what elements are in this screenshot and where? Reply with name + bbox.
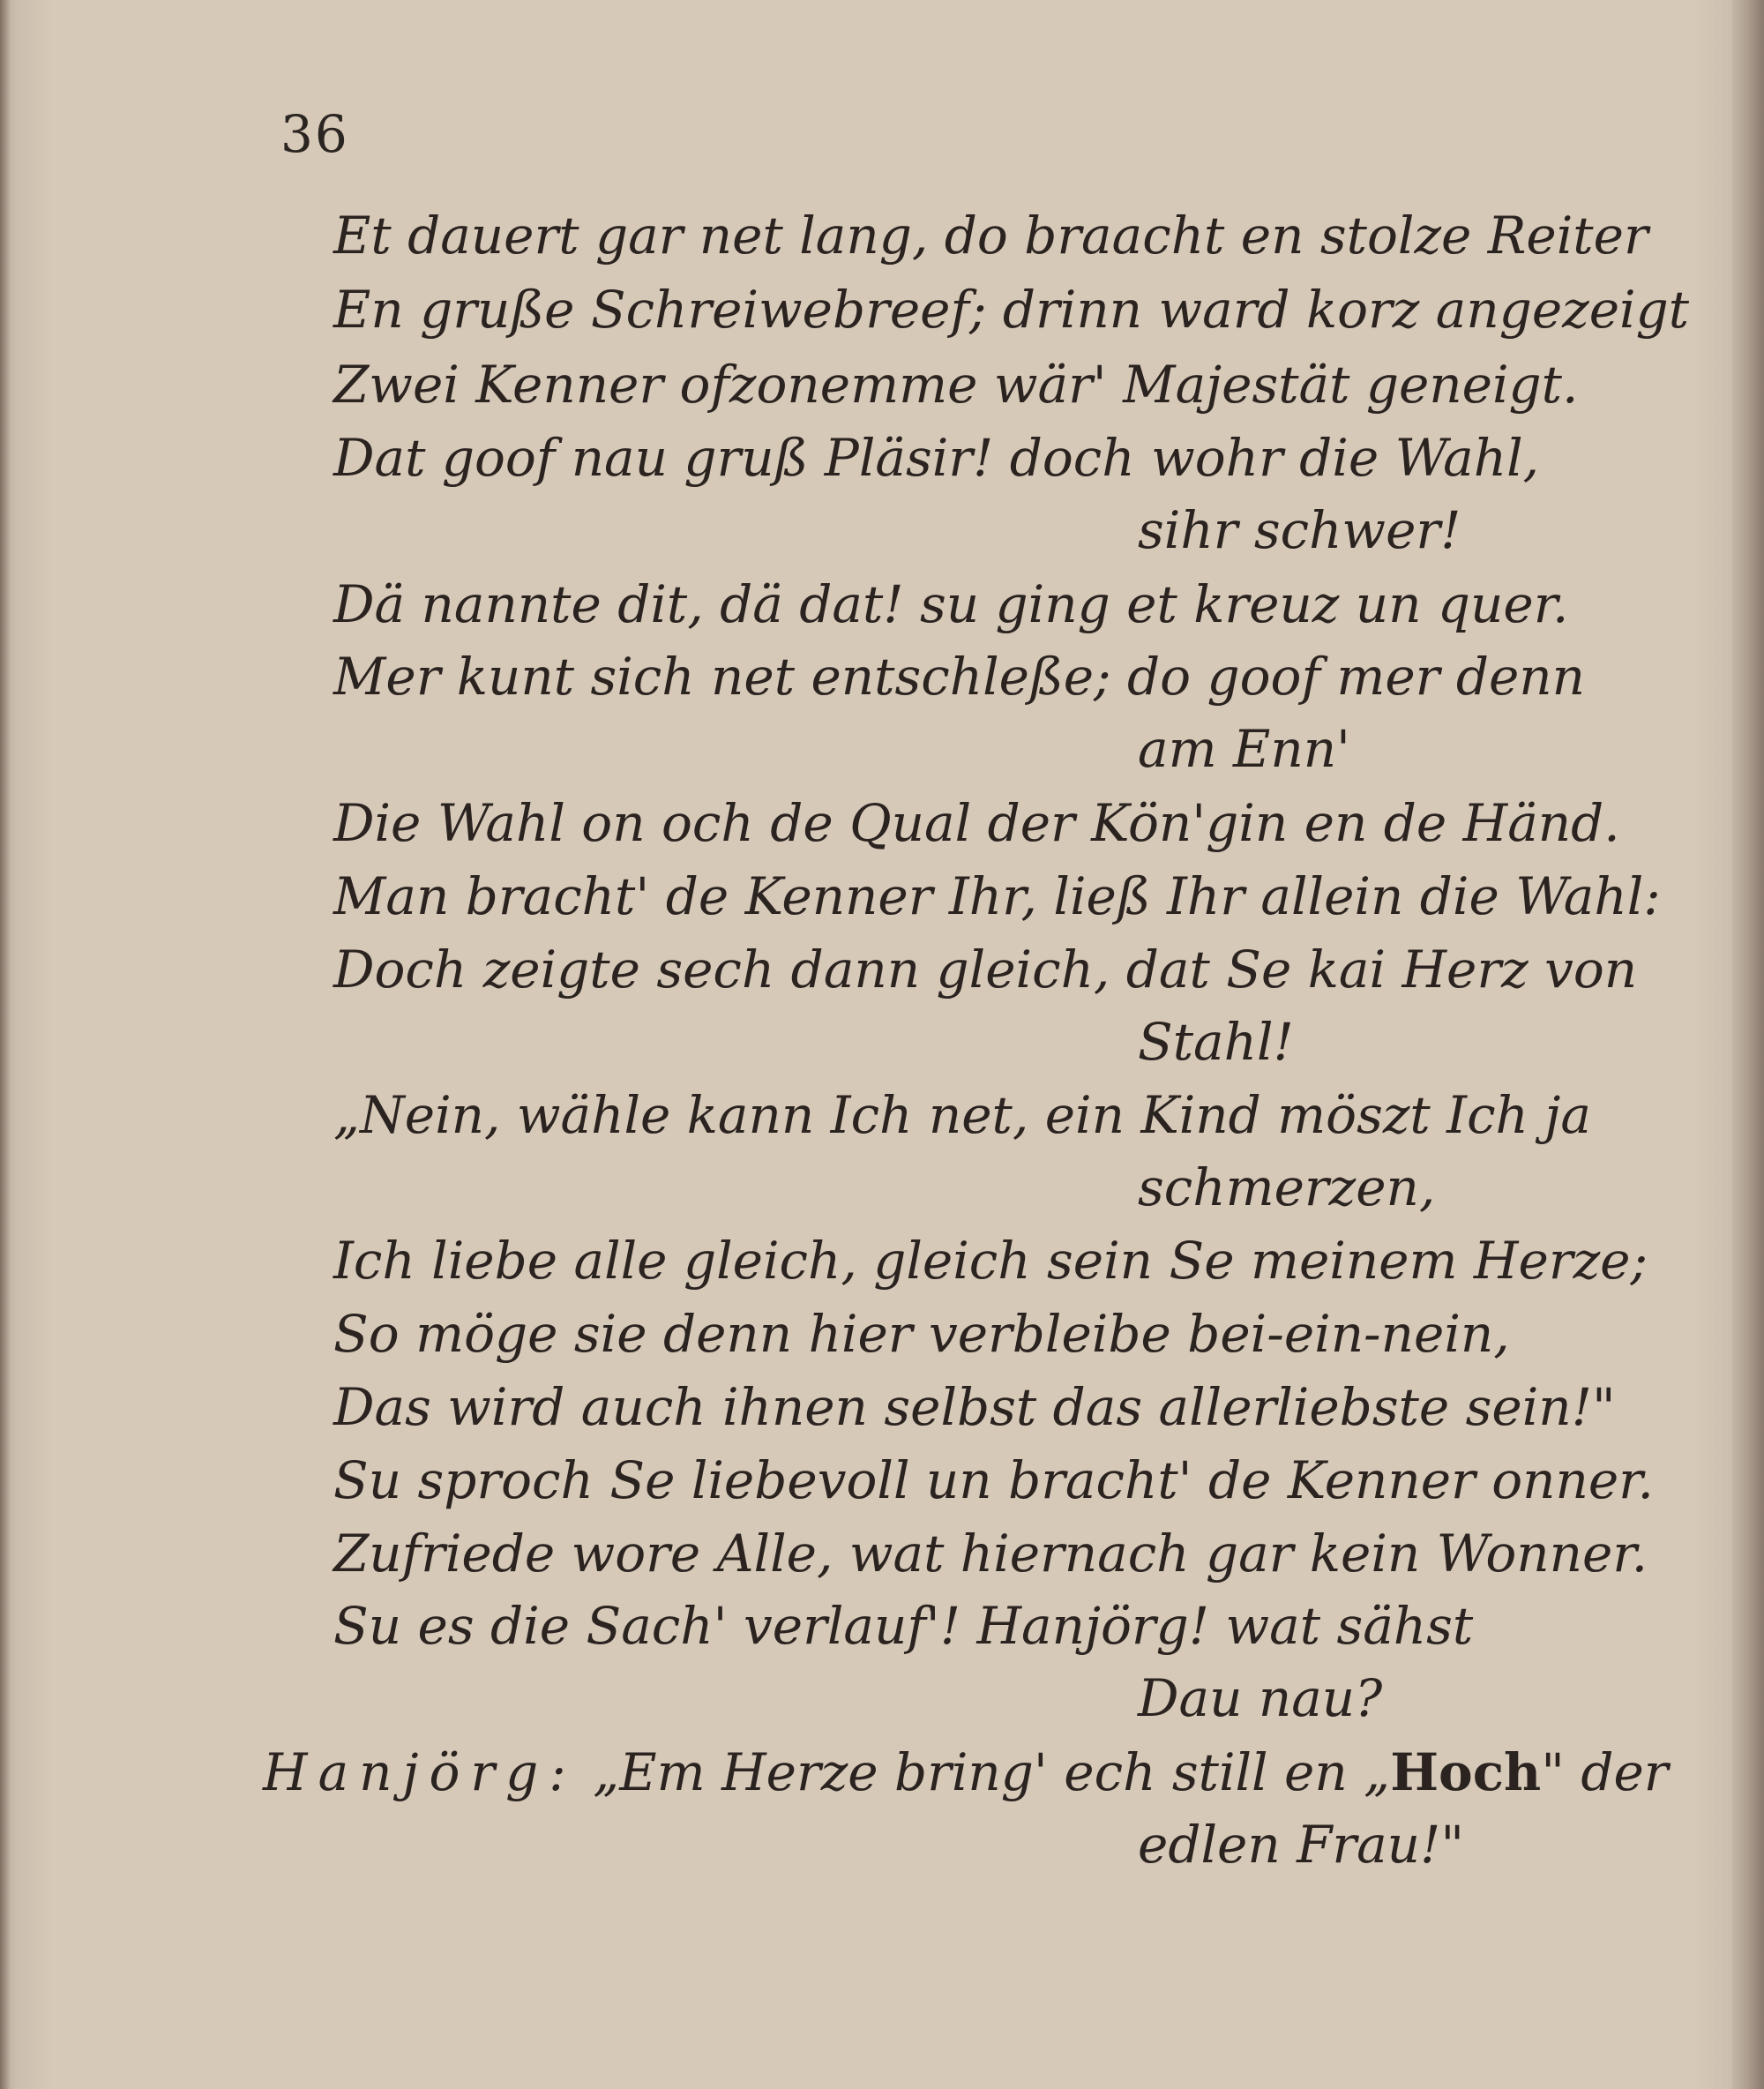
poem-line: Dä nannte dit, dä dat! su ging et kreuz un quer. (333, 574, 1569, 634)
poem-line-continuation: edlen Frau!" (1138, 1815, 1465, 1875)
poem-line: „Nein, wähle kann Ich net, ein Kind möszt Ich ja (333, 1085, 1591, 1145)
poem-line: Ich liebe alle gleich, gleich sein Se meinem Herze; (333, 1231, 1648, 1291)
page-left-edge-shadow (0, 0, 11, 2089)
poem-line: Das wird auch ihnen selbst das allerliebste sein!" (333, 1377, 1616, 1437)
poem-line: Et dauert gar net lang, do braacht en stolze Reiter (333, 206, 1648, 266)
poem-line: Su sproch Se liebevoll un bracht' de Kenner onner. (333, 1450, 1654, 1510)
poem-line: Mer kunt sich net entschleße; do goof mer denn (333, 647, 1585, 707)
speaker-text-after: " der (1541, 1742, 1669, 1802)
page-number: 36 (280, 104, 349, 164)
speaker-name: Hanjörg: (263, 1742, 577, 1802)
poem-line-continuation: am Enn' (1138, 719, 1351, 779)
poem-line: Die Wahl on och de Qual der Kön'gin en de Händ. (333, 793, 1620, 853)
speaker-text-bold: Hoch (1390, 1742, 1542, 1802)
page-right-edge-shadow (1732, 0, 1764, 2089)
poem-line: Dat goof nau gruß Pläsir! doch wohr die Wahl, (333, 428, 1540, 488)
poem-line: Su es die Sach' verlauf'! Hanjörg! wat sähst (333, 1596, 1474, 1656)
speaker-line (263, 1742, 1669, 1802)
poem-line: Doch zeigte sech dann gleich, dat Se kai Herz von (333, 940, 1638, 1000)
poem-line: En gruße Schreiwebreef; drinn ward korz angezeigt (333, 280, 1690, 340)
poem-line: Zwei Kenner ofzonemme wär' Majestät geneigt. (333, 355, 1579, 415)
poem-line-continuation: Dau nau? (1138, 1668, 1383, 1728)
poem-line-continuation: sihr schwer! (1138, 500, 1461, 560)
poem-line: So möge sie denn hier verbleibe bei-ein-nein, (333, 1304, 1510, 1364)
poem-line: Man bracht' de Kenner Ihr, ließ Ihr allein die Wahl: (333, 866, 1661, 926)
poem-line: Zufriede wore Alle, wat hiernach gar kein Wonner. (333, 1524, 1648, 1584)
poem-line-continuation: schmerzen, (1138, 1157, 1436, 1217)
poem-line-continuation: Stahl! (1138, 1012, 1294, 1072)
speaker-text-before: „Em Herze bring' ech still en „ (593, 1742, 1391, 1802)
